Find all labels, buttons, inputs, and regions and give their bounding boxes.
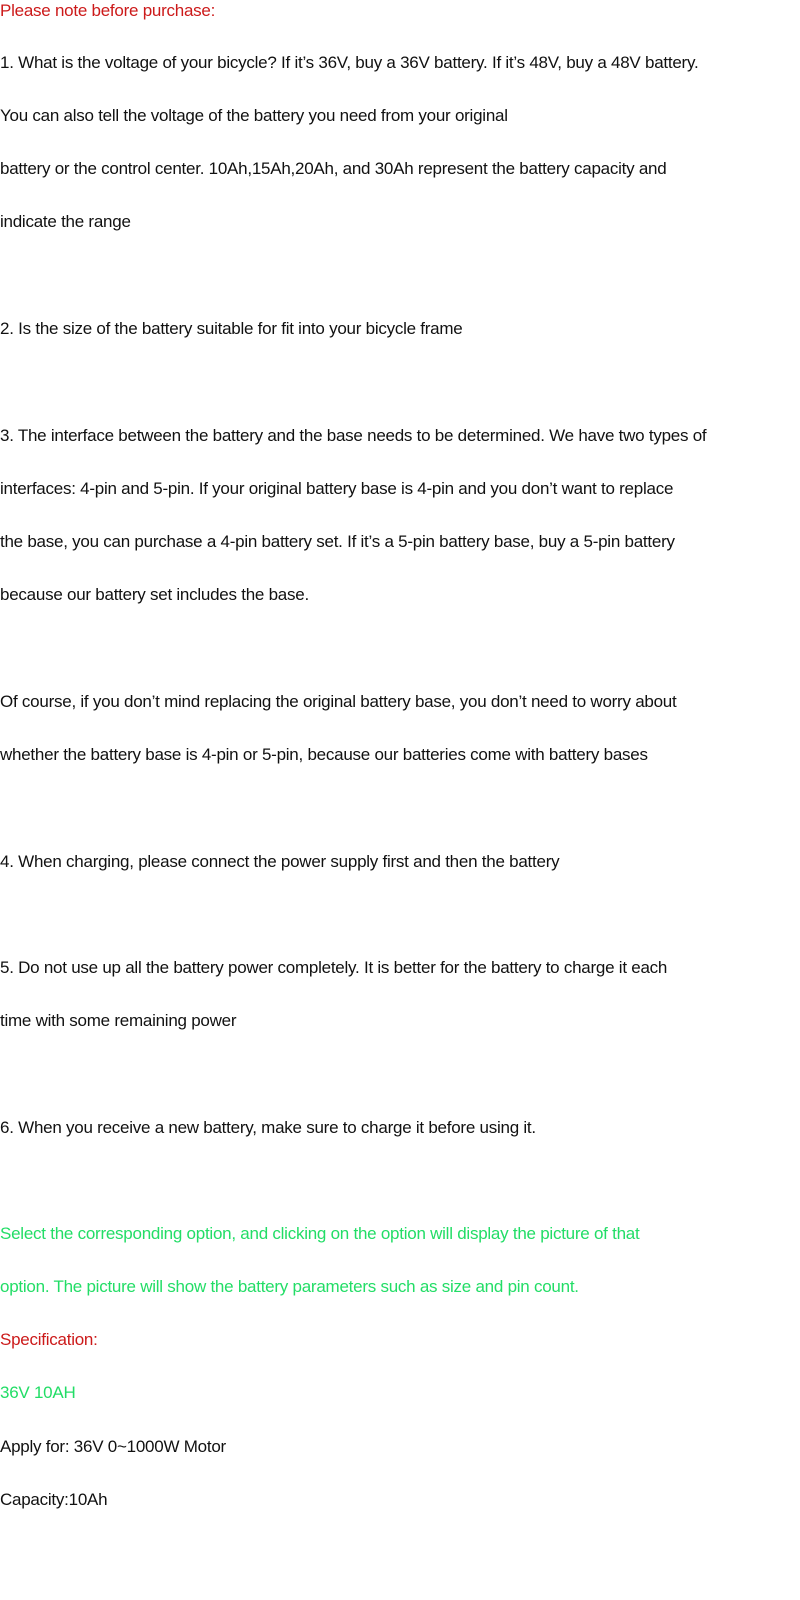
specification-apply: Apply for: 36V 0~1000W Motor [0,1437,226,1456]
select-note-line-2: option. The picture will show the battery parameters such as size and pin count. [0,1277,579,1296]
notice-item-3-line-2: interfaces: 4-pin and 5-pin. If your original battery base is 4-pin and you don’t want to replace [0,479,674,498]
notice-item-2: 2. Is the size of the battery suitable for fit into your bicycle frame [0,319,463,338]
notice-item-3-line-3: the base, you can purchase a 4-pin battery set. If it’s a 5-pin battery base, buy a 5-pin battery [0,532,675,551]
notice-item-5-line-1: 5. Do not use up all the battery power completely. It is better for the battery to charge it each [0,958,668,977]
notice-course-line-1: Of course, if you don’t mind replacing the original battery base, you don’t need to worry about [0,692,677,711]
notice-item-1-line-1: 1. What is the voltage of your bicycle? If it’s 36V, buy a 36V battery. If it’s 48V, buy a 48V battery. [0,53,699,72]
specification-title: Specification: [0,1330,98,1349]
notice-item-3-line-4: because our battery set includes the base. [0,585,309,604]
notice-item-1-line-4: indicate the range [0,212,131,231]
specification-capacity: Capacity:10Ah [0,1490,108,1509]
notice-title: Please note before purchase: [0,1,216,20]
notice-item-5-line-2: time with some remaining power [0,1011,237,1030]
select-note-line-1: Select the corresponding option, and clicking on the option will display the picture of that [0,1224,640,1243]
notice-item-1-line-2: You can also tell the voltage of the battery you need from your original [0,106,508,125]
notice-item-4: 4. When charging, please connect the power supply first and then the battery [0,852,560,871]
notice-item-1-line-3: battery or the control center. 10Ah,15Ah,20Ah, and 30Ah represent the battery capacity and [0,159,667,178]
notice-item-3-line-1: 3. The interface between the battery and the base needs to be determined. We have two types of [0,426,707,445]
notice-course-line-2: whether the battery base is 4-pin or 5-pin, because our batteries come with battery bases [0,745,648,764]
notice-item-6: 6. When you receive a new battery, make sure to charge it before using it. [0,1118,536,1137]
specification-model: 36V 10AH [0,1383,76,1402]
